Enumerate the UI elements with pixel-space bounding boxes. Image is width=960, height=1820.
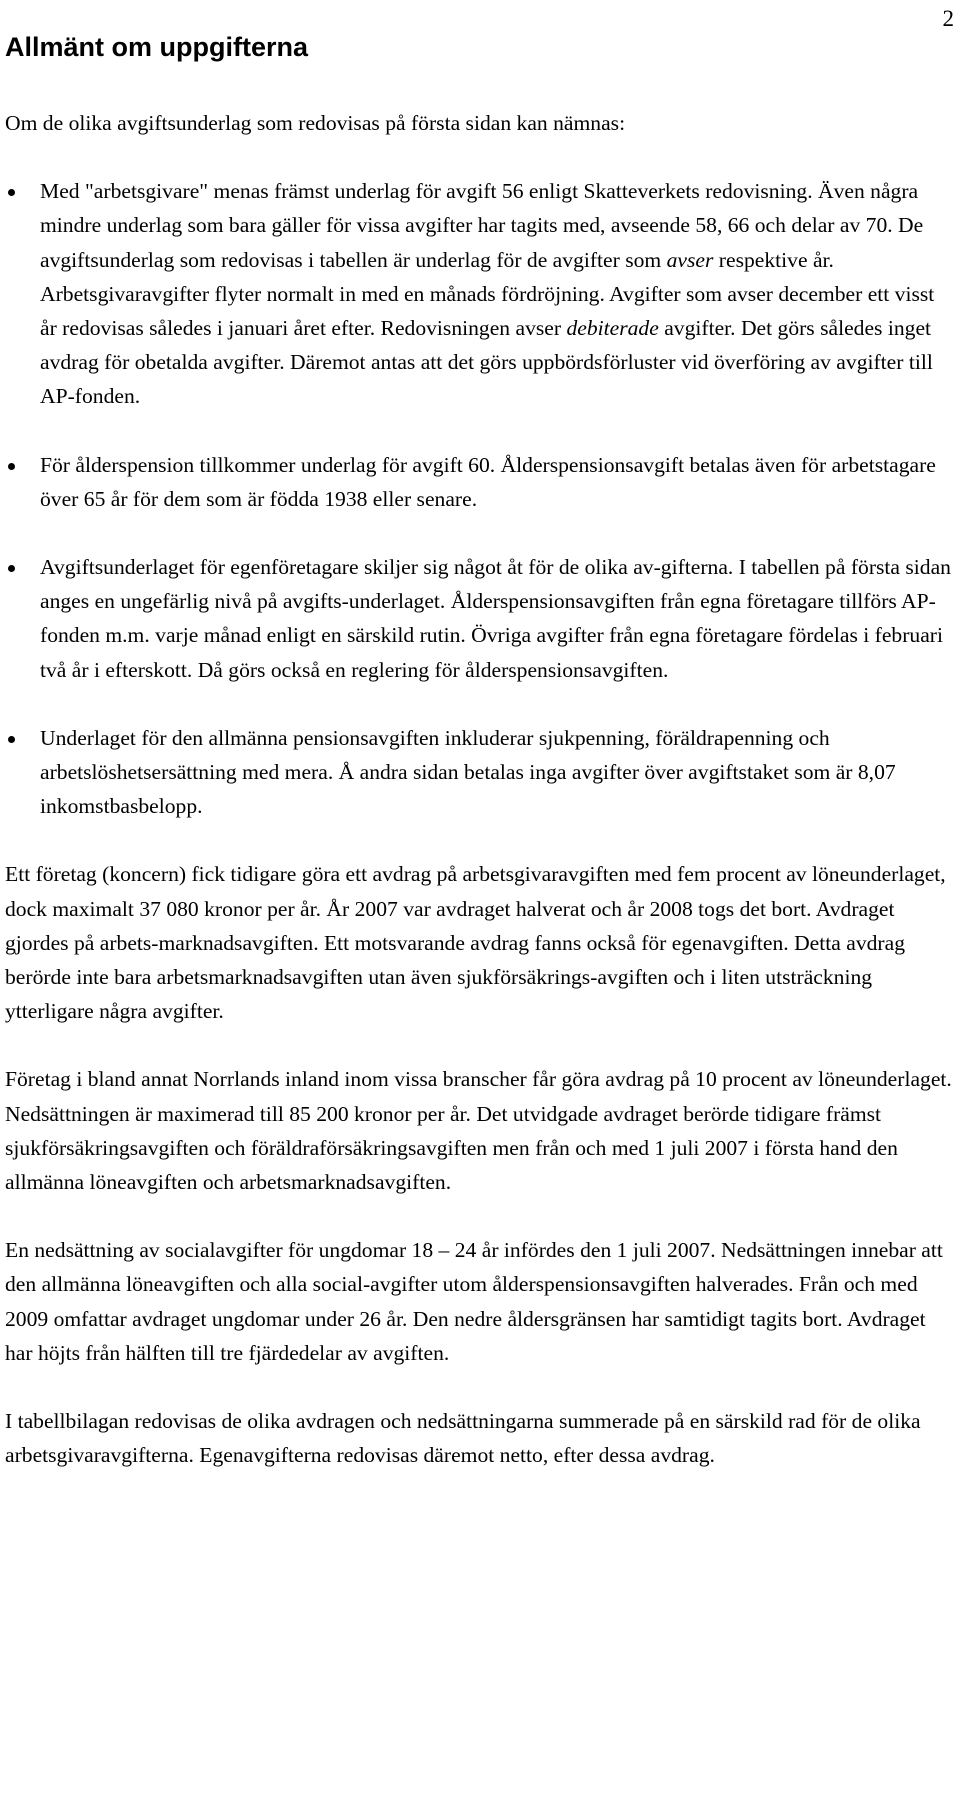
body-paragraph: En nedsättning av socialavgifter för ungdomar 18 – 24 år infördes den 1 juli 2007. Nedsättningen innebar att den allmänna löneavgiften och alla social-avgifter utom ålderspensionsavgiften halverades. Från och med 2009 omfattar avdraget ungdomar under 26 år. Den nedre åldersgränsen har samtidigt tagits bort. Avdraget har höjts från hälften till tre fjärdedelar av avgiften.: [5, 1238, 943, 1365]
intro-text: Om de olika avgiftsunderlag som redovisas på första sidan kan nämnas:: [5, 111, 626, 135]
text-segment: respektive år. Arbetsgivaravgifter flyter normalt in med en månads fördröjning. Avgifter som avser december ett visst år redovisas således i januari året efter. Redovisningen avser: [40, 247, 935, 341]
bullet-text: [40, 721, 953, 824]
text-segment: Med "arbetsgivare" menas främst underlag för avgift 56 enligt Skatteverkets redovisning. Även några mindre underlag som bara gäller för vissa avgifter har tagits med, avseende 58, 66 och delar av 70. De avgiftsunderlag som redovisas i tabellen är underlag för de avgifter som: [40, 179, 924, 272]
document-body: [5, 106, 953, 1507]
body-paragraph: I tabellbilagan redovisas de olika avdragen och nedsättningarna summerade på en särskild rad för de olika arbetsgivaravgifterna. Egenavgifterna redovisas däremot netto, efter dessa avdrag.: [5, 1409, 921, 1468]
bullet-dot-icon: [8, 189, 15, 196]
text-segment: För ålderspension tillkommer underlag för avgift 60. Ålderspensionsavgift betalas även för arbetstagare över 65 år för dem som är födda 1938 eller senare.: [40, 452, 936, 511]
bullet-dot-icon: [8, 736, 15, 743]
text-segment: Avgiftsunderlaget för egenföretagare skiljer sig något åt för de olika av-gifterna. I tabellen på första sidan anges en ungefärlig nivå på avgifts-underlaget. Ålderspensionsavgiften från egna företagare tillförs AP-fonden m.m. varje månad enligt en särskild rutin. Övriga avgifter från egna företagare fördelas i februari två år i efterskott. Då görs också en reglering för ålderspensionsavgiften.: [40, 555, 951, 682]
emphasis-text: debiterade: [566, 316, 659, 341]
page-title: Allmänt om uppgifterna: [5, 32, 308, 62]
emphasis-text: avser: [666, 247, 714, 272]
paragraphs: [5, 857, 953, 1472]
body-paragraph: Ett företag (koncern) fick tidigare göra ett avdrag på arbetsgivaravgiften med fem procent av löneunderlaget, dock maximalt 37 080 kronor per år. År 2007 var avdraget halverat och år 2008 togs det bort. Avdraget gjordes på arbets-marknadsavgiften. Ett motsvarande avdrag fanns också för egenavgiften. Detta avdrag berörde inte bara arbetsmarknadsavgiften utan även sjukförsäkrings-avgiften och i liten utsträckning ytterligare några avgifter.: [5, 862, 946, 1024]
text-segment: avgifter. Det görs således inget avdrag för obetalda avgifter. Däremot antas att det görs uppbördsförluster vid överföring av avgifter till AP-fonden.: [40, 316, 933, 409]
bullet-item: [5, 174, 953, 413]
page-number: 2: [942, 6, 954, 31]
bullet-item: [5, 550, 953, 687]
bullet-dot-icon: [8, 463, 15, 470]
bullet-list: [5, 174, 953, 823]
bullet-text: [40, 550, 953, 687]
bullet-dot-icon: [8, 565, 15, 572]
bullet-item: [5, 721, 953, 824]
bullet-item: [5, 448, 953, 516]
bullet-text: [40, 174, 953, 413]
text-segment: Underlaget för den allmänna pensionsavgiften inkluderar sjukpenning, föräldrapenning och arbetslöshetsersättning med mera. Å andra sidan betalas inga avgifter över avgiftstaket som är 8,07 inkomstbasbelopp.: [40, 725, 896, 819]
bullet-text: [40, 448, 953, 516]
body-paragraph: Företag i bland annat Norrlands inland inom vissa branscher får göra avdrag på 10 procent av löneunderlaget. Nedsättningen är maximerad till 85 200 kronor per år. Det utvidgade avdraget berörde tidigare främst sjukförsäkringsavgiften och föräldraförsäkringsavgiften men från och med 1 juli 2007 i första hand den allmänna löneavgiften och arbetsmarknadsavgiften.: [5, 1067, 952, 1195]
